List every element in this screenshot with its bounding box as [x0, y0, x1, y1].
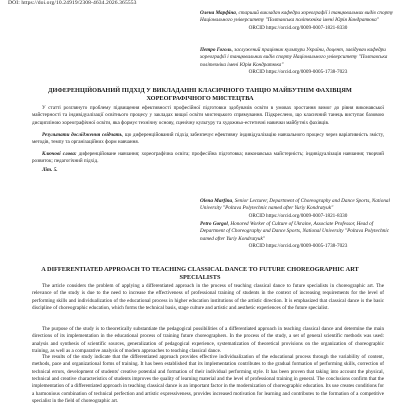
author-affiliation: , старший викладач кафедри хореографії і танцювальних видів спорту Національного університету "Полтавська політехніка імені Юрія Кондратюка" [200, 10, 394, 24]
orcid-link[interactable]: ORCID https://orcid.org/0009-0005-1738-7023 [248, 243, 348, 250]
orcid-link[interactable]: ORCID https://orcid.org/0009-0005-1738-7023 [248, 69, 348, 76]
doi-line[interactable]: DOI: https://doi.org/10.24919/2308-4634.2026.365553 [8, 0, 137, 6]
author-name: Петро Гоголь [200, 47, 232, 53]
author-description [200, 198, 396, 213]
author-info-en-2 [200, 221, 396, 251]
author-name: Olena Marfina [200, 198, 233, 204]
author-affiliation: , заслужений працівник культури України, доцент, завідувач кафедри хореографії і танцювальних видів спорту Національного університету "Полтавська політехніка імені Юрія Кондратюка" [200, 47, 388, 68]
orcid-link[interactable]: ORCID https://orcid.org/0009-0007-1821-8330 [248, 212, 348, 219]
author-affiliation: , Senior Lecturer, Department of Choreography and Dance Sports, National University "Poltava Polytechnic named after Yuriy Kondratyuk" [200, 198, 390, 212]
abstract-en-paragraph-1: The article considers the problem of applying a differentiated approach in the process of teaching classical dance to future specialists in choreographic art. The relevance of the study is due to the need to increase the effectiveness of professional training of students in the context of increasing requirements for the level of performing skills and individualization of the educational process in higher education institutions of the artistic direction. It is emphasized that classical dance is the basic discipline of choreographic education, which forms the technical basis, stage culture and artistic and aesthetic experiences of the future specialist. [32, 283, 384, 312]
abstract-ua-paragraph-1: У статті розглянуто проблему підвищення ефективності професійної підготовки здобувачів освіти в умовах зростання вимог до рівня виконавської майстерності та індивідуалізації освітнього процесу у закладах вищої освіти мистецького спрямування. Підкреслено, що класичний танець виступає базовою дисципліною хореографічної освіти, яка формує технічну основу, сценічну культуру та художньо-естетичні навички майбутніх фахівців. [32, 105, 384, 126]
author-info-en-1 [200, 198, 396, 220]
article-title-ua: ДИФЕРЕНЦІЙОВАНИЙ ПІДХІД У ВИКЛАДАННІ КЛАСИЧНОГО ТАНЦЮ МАЙБУТНІМ ФАХІВЦЯМ ХОРЕОГРАФІЧНОГО МИСТЕЦТВА [48, 87, 352, 102]
author-description [200, 10, 396, 25]
author-description [200, 47, 396, 69]
author-info-ua-2 [200, 47, 396, 77]
keywords-text: диференційоване навчання; хореографічна освіта; професійна підготовка; виконавська майстерність; індивідуалізація навчання; творчий розвиток; педагогічний підхід. [32, 151, 385, 165]
keywords-ua [32, 151, 384, 166]
abstract-lead: Результати дослідження свідчать [42, 132, 122, 138]
author-affiliation: , Honored Worker of Culture of Ukraine, Associate Professor, Head of Department of Choreography and Dance Sports, National University "Poltava Polytechnic named after Yuriy Kondratyuk" [200, 221, 389, 242]
author-name: Petro Gorgol [200, 221, 228, 227]
article-title-en: A DIFFERENTIATED APPROACH TO TEACHING CLASSICAL DANCE TO FUTURE CHOREOGRAPHIC ART SPECIALISTS [41, 266, 359, 281]
author-name: Олена Марфіна [200, 10, 236, 16]
author-description [200, 221, 396, 243]
abstract-ua-paragraph-2 [32, 132, 384, 147]
abstract-text: , що диференційований підхід забезпечує ефективну індивідуалізацію навчального процесу через варіативність змісту, методів, темпу та організаційних форм навчання. [32, 132, 384, 146]
references-count: Літ. 5. [42, 167, 58, 173]
keywords-label: Ключові слова: [42, 151, 77, 157]
abstract-en-paragraph-2: The purpose of the study is to theoretically substantiate the pedagogical possibilities of a differentiated approach in teaching classical dance and determine the main directions of its implementation in the educational process of training future choreographers. In the process of the study, a set of general scientific methods was used: analysis and synthesis of scientific sources, generalization of pedagogical experience, systematization of theoretical provisions on the organization of choreographic training, as well as a comparative analysis of modern approaches to teaching classical dance. [32, 326, 384, 355]
author-info-ua-1 [200, 10, 396, 32]
orcid-link[interactable]: ORCID https://orcid.org/0009-0007-1821-8330 [248, 24, 348, 31]
abstract-en-paragraph-3: The results of the study indicate that the differentiated approach provides effective individualization of the educational process through the variability of content, methods, pace and organizational forms of training. It has been established that its implementation contributes to the gradual formation of performing skills, correction of technical errors, development of students' creative potential and formation of their individual performing style. It has been proven that taking into account the physical, technical and creative characteristics of students improves the quality of learning material and the level of professional training in general. The conclusions confirm that the implementation of a differentiated approach in teaching classical dance is an important factor in the modernization of choreographic education. Its use creates conditions for a harmonious combination of technical perfection and artistic expressiveness, provides increased motivation for learning and contributes to the formation of a competitive specialist in the field of choreographic art. [32, 354, 384, 405]
